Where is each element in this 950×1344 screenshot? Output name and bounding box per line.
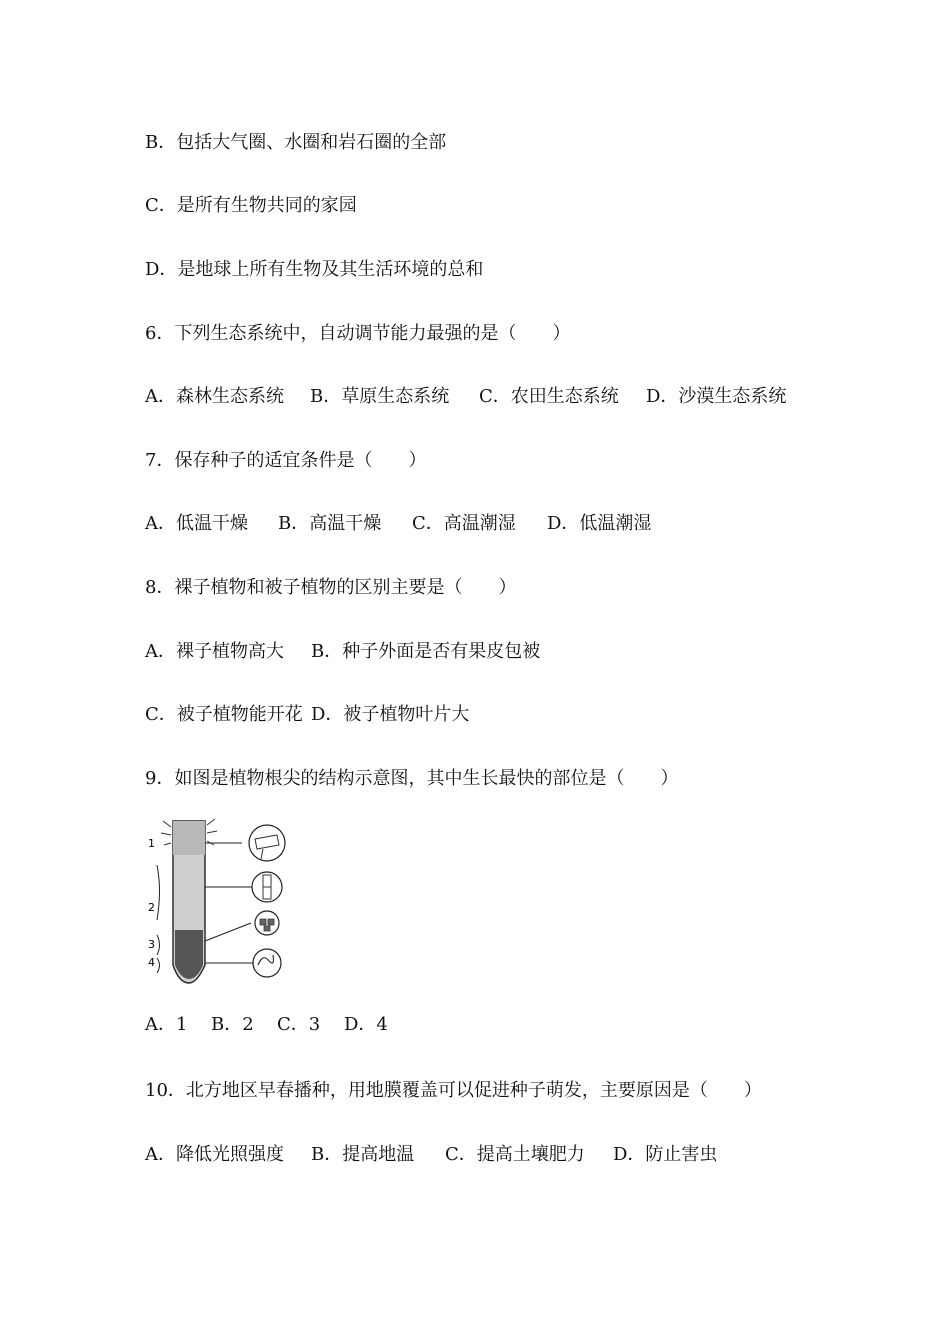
q5-option-d: D．是地球上所有生物及其生活环境的总和 [145,259,484,280]
q9-option-d: D．4 [344,1014,388,1035]
brace-4 [157,958,160,973]
q9-option-c: C．3 [277,1014,321,1035]
q5-option-b: B．包括大气圈、水圈和岩石圈的全部 [145,132,447,153]
pointer-line-3 [205,923,251,941]
q6-option-b: B．草原生态系统 [310,386,450,407]
q8-option-a: A．裸子植物高大 [145,641,284,662]
q10-option-a: A．降低光照强度 [145,1144,284,1165]
q10-option-d: D．防止害虫 [613,1144,718,1165]
root-hair-zone [173,821,205,855]
cell-circle-4 [253,949,281,977]
q8-option-c: C．被子植物能开花 [145,704,303,725]
q9-stem: 9．如图是植物根尖的结构示意图，其中生长最快的部位是（ ） [145,768,679,789]
root-tip-diagram [145,815,290,985]
meristem-zone [175,930,203,979]
brace-3 [157,935,160,955]
figure-label-2: 2 [148,901,155,914]
figure-label-1: 1 [148,837,155,850]
q9-option-a: A．1 [145,1014,188,1035]
q7-stem: 7．保存种子的适宜条件是（ ） [145,450,427,471]
q6-option-c: C．农田生态系统 [479,386,619,407]
q10-option-c: C．提高土壤肥力 [445,1144,585,1165]
q7-option-d: D．低温潮湿 [547,513,652,534]
cell-circle-1 [249,825,285,861]
figure-label-3: 3 [148,938,155,951]
q5-option-c: C．是所有生物共同的家园 [145,195,357,216]
q8-option-b: B．种子外面是否有果皮包被 [311,641,541,662]
q7-option-c: C．高温潮湿 [412,513,516,534]
figure-label-4: 4 [148,956,155,969]
cell-circle-3 [255,911,279,935]
q10-stem: 10．北方地区早春播种，用地膜覆盖可以促进种子萌发，主要原因是（ ） [145,1080,762,1101]
q6-stem: 6．下列生态系统中，自动调节能力最强的是（ ） [145,323,571,344]
q7-option-b: B．高温干燥 [278,513,382,534]
brace-2 [157,865,160,920]
q6-option-a: A．森林生态系统 [145,386,284,407]
q10-option-b: B．提高地温 [311,1144,415,1165]
q8-option-d: D．被子植物叶片大 [311,704,470,725]
q6-option-d: D．沙漠生态系统 [646,386,787,407]
q7-option-a: A．低温干燥 [145,513,248,534]
q8-stem: 8．裸子植物和被子植物的区别主要是（ ） [145,577,517,598]
q9-option-b: B．2 [211,1014,254,1035]
